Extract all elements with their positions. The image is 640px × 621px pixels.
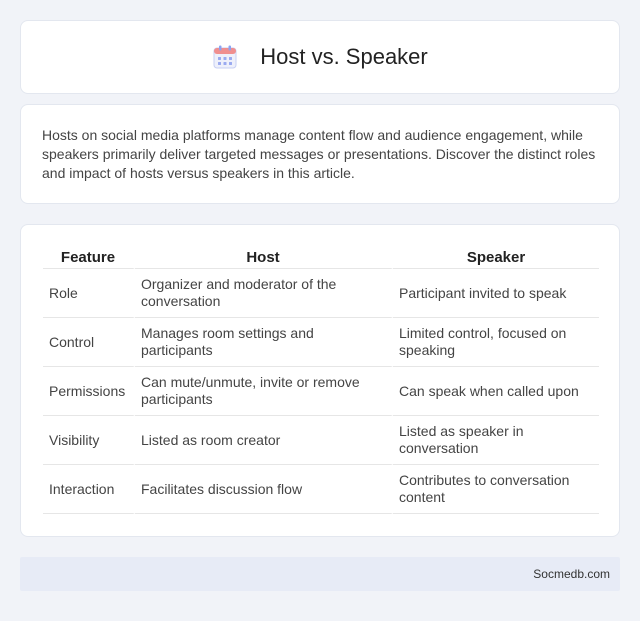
host-cell: Facilitates discussion flow	[135, 465, 393, 514]
comparison-table-card	[20, 224, 620, 537]
speaker-cell: Participant invited to speak	[393, 269, 599, 318]
feature-cell: Permissions	[43, 367, 135, 416]
speaker-cell: Listed as speaker in conversation	[393, 416, 599, 465]
intro-card	[20, 104, 620, 204]
comparison-table	[43, 247, 599, 514]
speaker-cell: Can speak when called upon	[393, 367, 599, 416]
table-header-row	[43, 247, 599, 269]
speaker-cell: Contributes to conversation content	[393, 465, 599, 514]
feature-cell: Control	[43, 318, 135, 367]
host-cell: Organizer and moderator of the conversation	[135, 269, 393, 318]
table-row	[43, 318, 599, 367]
table-row	[43, 416, 599, 465]
table-row	[43, 367, 599, 416]
header-speaker: Speaker	[393, 247, 599, 269]
speaker-cell: Limited control, focused on speaking	[393, 318, 599, 367]
page-title: Host vs. Speaker	[260, 44, 428, 69]
feature-cell: Interaction	[43, 465, 135, 514]
title-card	[20, 20, 620, 94]
intro-text: Hosts on social media platforms manage content flow and audience engagement, while speakers primarily deliver targeted messages or presentations. Discover the distinct roles and impact of hosts versus speakers in this article.	[42, 127, 596, 181]
table-row	[43, 465, 599, 514]
footer	[20, 557, 620, 591]
calendar-icon	[212, 44, 238, 70]
header-host: Host	[135, 247, 393, 269]
header-feature: Feature	[43, 247, 135, 269]
host-cell: Listed as room creator	[135, 416, 393, 465]
feature-cell: Visibility	[43, 416, 135, 465]
host-cell: Manages room settings and participants	[135, 318, 393, 367]
feature-cell: Role	[43, 269, 135, 318]
host-cell: Can mute/unmute, invite or remove participants	[135, 367, 393, 416]
footer-site-name[interactable]: Socmedb.com	[533, 567, 610, 581]
table-row	[43, 269, 599, 318]
